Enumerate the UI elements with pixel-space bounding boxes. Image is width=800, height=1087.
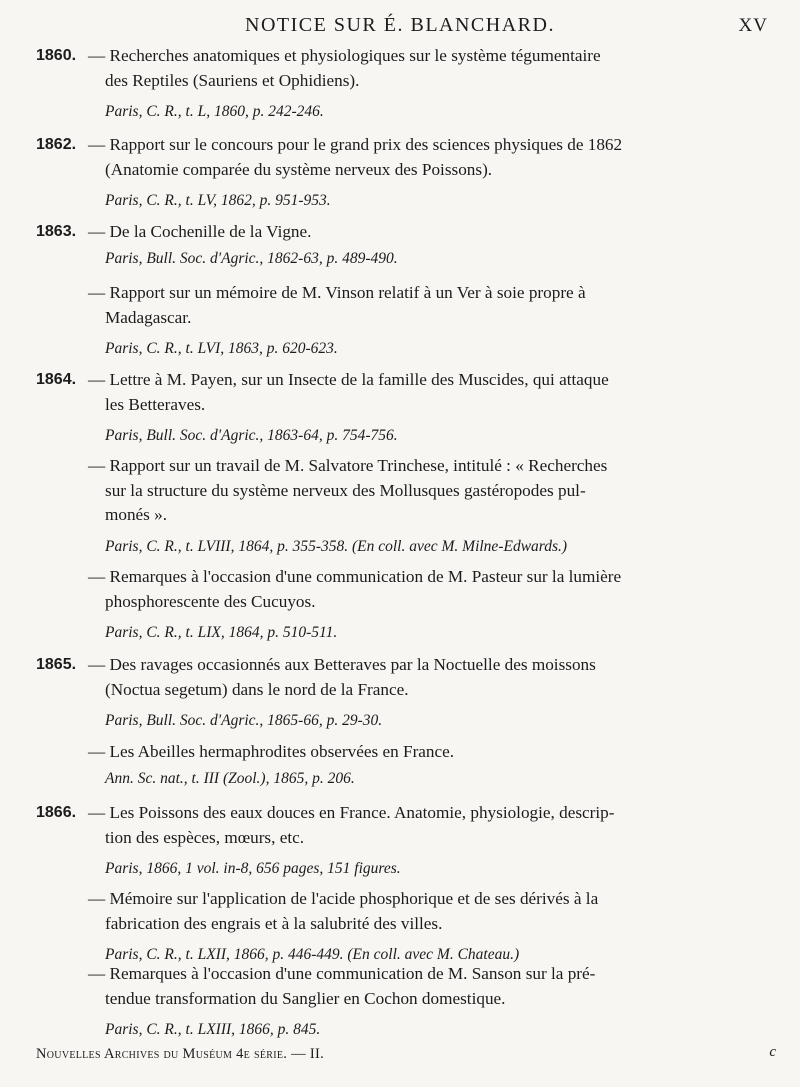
entry-text-cont: les Betteraves. bbox=[105, 394, 206, 414]
entry-text: — Lettre à M. Payen, sur un Insecte de la famille des Muscides, qui attaque bbox=[88, 370, 609, 389]
entry-year: 1865. bbox=[36, 656, 77, 673]
entry-citation: Paris, C. R., t. LXIII, 1866, p. 845. bbox=[105, 1021, 321, 1038]
entry-year: 1860. bbox=[36, 47, 77, 64]
entry-citation: Paris, Bull. Soc. d'Agric., 1862-63, p. 489-490. bbox=[105, 249, 398, 267]
entry-citation: Paris, C. R., t. L, 1860, p. 242-246. bbox=[105, 103, 324, 120]
entry-text: — Rapport sur un mémoire de M. Vinson relatif à un Ver à soie propre à bbox=[88, 283, 586, 302]
signature-mark: c bbox=[769, 1044, 776, 1060]
entry-citation: Paris, Bull. Soc. d'Agric., 1863-64, p. 754-756. bbox=[105, 427, 398, 444]
entry-text-cont: Madagascar. bbox=[105, 307, 192, 327]
entry-year: 1864. bbox=[36, 371, 77, 388]
entry-text: — Rapport sur le concours pour le grand prix des sciences physiques de 1862 bbox=[88, 135, 623, 154]
journal-footer: Nouvelles Archives du Muséum 4e série. — II. bbox=[36, 1046, 325, 1062]
entry-text-cont: fabrication des engrais et à la salubrité des villes. bbox=[105, 913, 443, 933]
entry-text: — Rapport sur un travail de M. Salvatore Trinchese, intitulé : « Recherches bbox=[88, 456, 608, 475]
entry-text-cont: (Anatomie comparée du système nerveux des Poissons). bbox=[105, 159, 493, 179]
entry-citation: Paris, C. R., t. LIX, 1864, p. 510-511. bbox=[105, 624, 338, 641]
page-number: XV bbox=[738, 15, 768, 36]
entry-text: — Des ravages occasionnés aux Betteraves par la Noctuelle des moissons bbox=[88, 655, 596, 674]
entry-citation: Paris, C. R., t. LVIII, 1864, p. 355-358. (En coll. avec M. Milne-Edwards.) bbox=[105, 537, 568, 555]
entry-text: — Mémoire sur l'application de l'acide phosphorique et de ses dérivés à la bbox=[88, 889, 599, 908]
entry-year: 1863. bbox=[36, 223, 77, 240]
entry-text: — Remarques à l'occasion d'une communication de M. Sanson sur la pré- bbox=[88, 964, 596, 983]
entry-text-cont: tendue transformation du Sanglier en Cochon domestique. bbox=[105, 988, 506, 1008]
entry-citation: Paris, Bull. Soc. d'Agric., 1865-66, p. 29-30. bbox=[105, 712, 383, 729]
entry-text-cont: monés ». bbox=[105, 505, 168, 524]
entry-text: — Remarques à l'occasion d'une communication de M. Pasteur sur la lumière bbox=[88, 567, 622, 586]
entry-year: 1862. bbox=[36, 136, 77, 153]
entry-text-cont: tion des espèces, mœurs, etc. bbox=[105, 827, 305, 847]
entry-citation: Ann. Sc. nat., t. III (Zool.), 1865, p. 206. bbox=[105, 769, 355, 787]
entry-text: — Les Poissons des eaux douces en France. Anatomie, physiologie, descrip- bbox=[88, 803, 615, 822]
entry-text: — Recherches anatomiques et physiologiques sur le système tégumentaire bbox=[88, 46, 601, 65]
entry-text-cont: (Noctua segetum) dans le nord de la France. bbox=[105, 679, 409, 699]
entry-citation: Paris, C. R., t. LXII, 1866, p. 446-449. (En coll. avec M. Chateau.) bbox=[105, 946, 520, 963]
entry-text-cont: phosphorescente des Cucuyos. bbox=[105, 591, 316, 611]
entry-text-cont: des Reptiles (Sauriens et Ophidiens). bbox=[105, 70, 360, 90]
entry-text-cont: sur la structure du système nerveux des Mollusques gastéropodes pul- bbox=[105, 480, 586, 500]
entry-year: 1866. bbox=[36, 804, 77, 821]
entry-citation: Paris, 1866, 1 vol. in-8, 656 pages, 151 figures. bbox=[105, 860, 401, 877]
entry-citation: Paris, C. R., t. LV, 1862, p. 951-953. bbox=[105, 192, 331, 209]
running-title: NOTICE SUR É. BLANCHARD. bbox=[245, 14, 555, 36]
page-footer bbox=[36, 1046, 776, 1063]
running-header bbox=[0, 14, 800, 44]
entry-citation: Paris, C. R., t. LVI, 1863, p. 620-623. bbox=[105, 340, 338, 357]
entry-text: — Les Abeilles hermaphrodites observées en France. bbox=[88, 742, 455, 761]
entry-text: — De la Cochenille de la Vigne. bbox=[88, 222, 312, 241]
